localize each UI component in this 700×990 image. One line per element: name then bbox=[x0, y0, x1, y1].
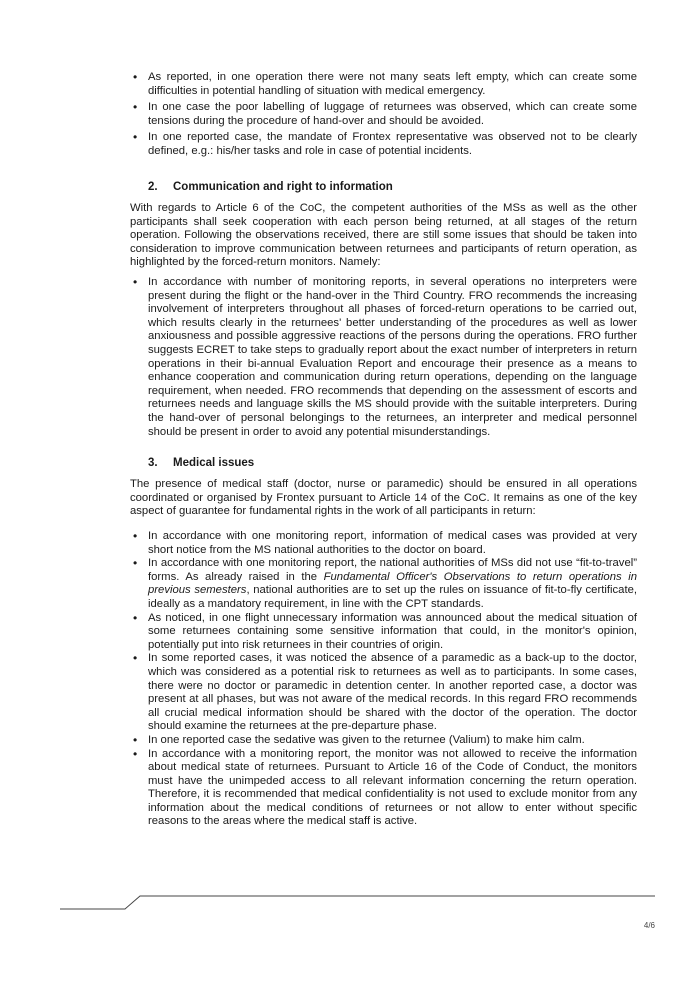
cited-title: Fundamental Officer's Observations to return operations in previous semesters bbox=[148, 570, 637, 597]
list-item: • In one reported case the sedative was given to the returnee (Valium) to make him calm. bbox=[130, 734, 637, 748]
page-number: 4/6 bbox=[643, 921, 655, 930]
list-item bbox=[130, 557, 637, 611]
list-item: • As reported, in one operation there were not many seats left empty, which can create some difficulties in potential handling of situation with medical emergency. bbox=[130, 71, 637, 98]
bullet-text: In accordance with one monitoring report, the national authorities of MSs did not use “fit-to-travel” forms. As already raised in the bbox=[148, 557, 637, 583]
list-item: • In some reported cases, it was noticed the absence of a paramedic as a back-up to the doctor, which was considered as a potential risk to returnees as well as to participants. In some cases, there were no doctor or paramedic in detention center. In another reported case, a doctor was present at all phases, but was not aware of the medical records. In this regard FRO recommends all crucial medical information should be shared with the doctor of the operation. The doctor should examine the returnees at the pre-departure phase. bbox=[130, 652, 637, 734]
section-number: 3. bbox=[148, 457, 158, 469]
section-title: Medical issues bbox=[173, 457, 255, 469]
top-bullet-list bbox=[130, 71, 637, 159]
footer-divider bbox=[60, 893, 655, 913]
section-title: Communication and right to information bbox=[173, 181, 393, 193]
list-item: • As noticed, in one flight unnecessary information was announced about the medical situation of some returnees containing some sensitive information that could, in the monitor's opinion, potentially put into risk returnees in their countries of origin. bbox=[130, 612, 637, 653]
bullet-text: , national authorities are to set up the rules on issuance of fit-to-fly certificate, ideally as a mandatory requirement, in line with the CPT standards. bbox=[148, 584, 637, 610]
section-number: 2. bbox=[148, 181, 158, 193]
section-3-intro: The presence of medical staff (doctor, nurse or paramedic) should be ensured in all operations coordinated or organised by Frontex pursuant to Article 14 of the CoC. It remains as one of the key aspect of guarantee for fundamental rights in the work of all participants in return: bbox=[130, 478, 637, 518]
list-item: • In one case the poor labelling of luggage of returnees was observed, which can create some tensions during the procedure of hand-over and should be avoided. bbox=[130, 101, 637, 128]
section-2-bullet-list bbox=[130, 276, 637, 439]
section-2-intro: With regards to Article 6 of the CoC, the competent authorities of the MSs as well as the other participants shall seek cooperation with each person being returned, at all stages of the return operation. Following the observations received, there are still some issues that should be taken into consideration to improve communication between returnees and participants of return operation, as highlighted by the forced-return monitors. Namely: bbox=[130, 202, 637, 269]
list-item: • In accordance with a monitoring report, the monitor was not allowed to receive the information about medical state of returnees. Pursuant to Article 16 of the Code of Conduct, the monitors must have the unimpeded access to all relevant information concerning the return operation. Therefore, it is recommended that medical confidentiality is not used to exclude monitor from any information about the medical conditions of returnees or not allow to enter without specific reasons to the areas where the medical staff is active. bbox=[130, 748, 637, 830]
list-item: • In accordance with number of monitoring reports, in several operations no interpreters were present during the flight or the hand-over in the Third Country. FRO recommends the increasing involvement of interpreters throughout all phases of forced-return operations to be carried out, which results clearly in the returnees' better understanding of the procedures as well as lower anxiousness and possible aggressive reactions of the persons during the operations. FRO further suggests ECRET to take steps to gradually report about the exact number of interpreters in return operations in their bi-annual Evaluation Report and encourage their presence as a means to enhance cooperation and communication during return operations, depending on the language requirement, when needed. FRO recommends that depending on the assessment of escorts and returnees needs and language skills the MS should provide with the suitable interpreters. During the hand-over of personal belongings to the returnees, an interpreter and medical personnel should be present in order to avoid any potential misunderstandings. bbox=[130, 276, 637, 439]
section-2-heading bbox=[148, 181, 393, 193]
list-item: • In one reported case, the mandate of Frontex representative was observed not to be clearly defined, e.g.: his/her tasks and role in case of potential incidents. bbox=[130, 131, 637, 158]
section-3-heading bbox=[148, 457, 254, 469]
list-item: • In accordance with one monitoring report, information of medical cases was provided at very short notice from the MS national authorities to the doctor on board. bbox=[130, 530, 637, 557]
section-3-bullet-list bbox=[130, 530, 637, 829]
